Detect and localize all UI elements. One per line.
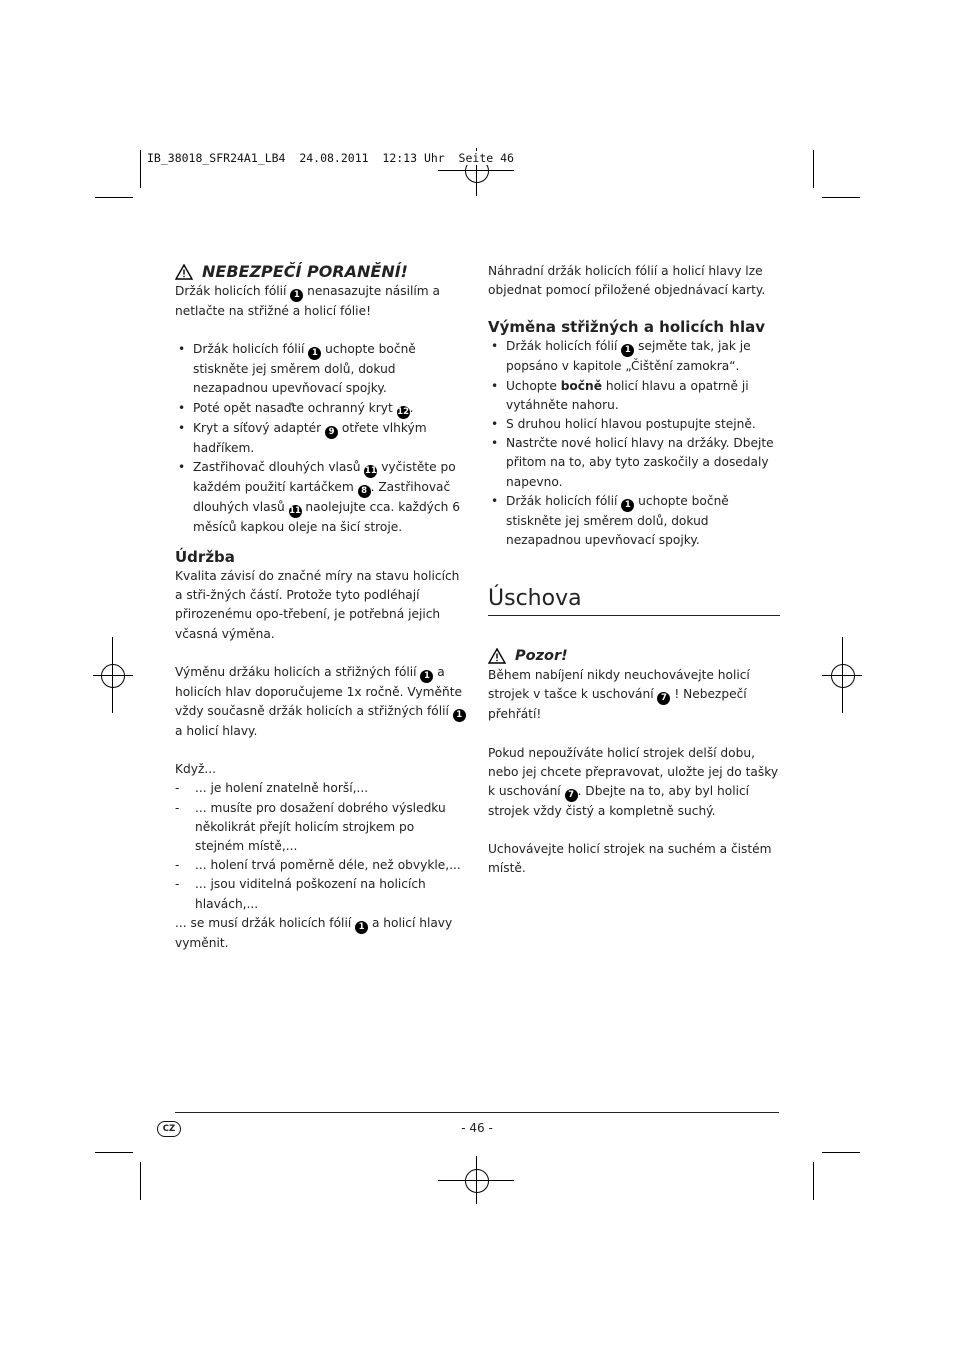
spare-parts-text: Náhradní držák holicích fólií a holicí hlavy lze objednat pomocí přiložené objednávací karty. — [488, 264, 766, 298]
crop-mark — [813, 150, 814, 188]
maintenance-paragraph: Kvalita závisí do značné míry na stavu holicích a stři-žných částí. Protože tyto podléhají přirozenému opo-třebení, je potřebná jejich včasná výměna. — [175, 569, 460, 641]
list-item: - ... musíte pro dosažení dobrého výsledku několikrát přejít holicím strojkem po stejném místě,... — [175, 800, 446, 854]
part-number-badge: 8 — [358, 485, 371, 498]
section-heading-replace-heads: Výměna střižných a holicích hlav — [488, 318, 765, 337]
list-item: - ... holení trvá poměrně déle, než obvykle,... — [175, 858, 461, 873]
warning-icon — [488, 648, 506, 664]
part-number-badge: 1 — [420, 670, 433, 683]
list-item: • Držák holicích fólií 1 uchopte bočně stiskněte jej směrem dolů, dokud nezapadnou upevňovací spojky. — [488, 492, 780, 550]
part-number-badge: 12 — [397, 406, 410, 417]
page-number: - 46 - — [461, 1121, 493, 1135]
list-item: - ... jsou viditelná poškození na holicích hlavách,... — [175, 877, 426, 911]
left-column — [175, 262, 467, 953]
conditions-list — [175, 779, 467, 913]
part-number-badge: 11 — [289, 505, 301, 516]
crop-mark — [140, 1162, 141, 1200]
crop-mark — [822, 1152, 860, 1153]
warning-icon — [175, 264, 193, 280]
print-slug: IB_38018_SFR24A1_LB4 24.08.2011 12:13 Uhr Seite 46 — [147, 151, 514, 165]
warning-text: Držák holicích fólií 1 nenasazujte násilím a netlačte na střižné a holicí fólie! — [175, 284, 440, 318]
section-heading-storage: Úschova — [488, 585, 780, 616]
part-number-badge: 7 — [657, 692, 670, 705]
list-item: • Držák holicích fólií 1 uchopte bočně stiskněte jej směrem dolů, dokud nezapadnou upevňovací spojky. — [175, 340, 467, 398]
caution-title: Pozor! — [515, 648, 568, 665]
replace-steps-list — [488, 337, 780, 550]
list-item: • S druhou holicí hlavou postupujte stejně. — [488, 415, 780, 434]
list-item: • Kryt a síťový adaptér 9 otřete vlhkým hadříkem. — [175, 419, 467, 458]
list-item: • Držák holicích fólií 1 sejměte tak, jak je popsáno v kapitole „Čištění zamokra“. — [488, 337, 780, 376]
when-label: Když... — [175, 762, 216, 777]
list-item: • Nastrčte nové holicí hlavy na držáky. Dbejte přitom na to, aby tyto zaskočily a dosedaly napevno. — [488, 434, 780, 492]
part-number-badge: 1 — [308, 347, 321, 360]
footer-divider — [175, 1112, 779, 1113]
part-number-badge: 9 — [325, 426, 338, 439]
part-number-badge: 7 — [565, 789, 578, 802]
cleaning-steps-list — [175, 340, 467, 537]
part-number-badge: 1 — [355, 921, 368, 934]
caution-text: Během nabíjení nikdy neuchovávejte holicí strojek v tašce k uschování 7 ! Nebezpečí přehřátí! — [488, 668, 750, 722]
conclusion-text: ... se musí držák holicích fólií 1 a holicí hlavy vyměnit. — [175, 915, 453, 950]
part-number-badge: 1 — [290, 289, 303, 302]
section-heading-maintenance: Údržba — [175, 548, 235, 567]
crop-mark — [95, 197, 133, 198]
right-column — [488, 262, 780, 879]
warning-title: NEBEZPEČÍ PORANĚNÍ! — [202, 262, 408, 281]
part-number-badge: 1 — [621, 344, 634, 357]
warning-heading — [175, 262, 467, 282]
storage-paragraph: Uchovávejte holicí strojek na suchém a čistém místě. — [488, 842, 772, 876]
maintenance-paragraph: Výměnu držáku holicích a střižných fólií 1 a holicích hlav doporučujeme 1x ročně. Vyměňte vždy současně držák holicích a střižných fólií 1 a holicí hlavy. — [175, 663, 467, 741]
crop-mark — [95, 1152, 133, 1153]
crop-mark — [140, 150, 141, 188]
list-item: • Poté opět nasaďte ochranný kryt 12. — [175, 399, 467, 419]
crop-mark — [822, 197, 860, 198]
list-item: - ... je holení znatelně horší,... — [175, 781, 369, 796]
caution-heading — [488, 646, 780, 666]
part-number-badge: 1 — [453, 709, 466, 722]
crop-mark — [813, 1162, 814, 1200]
list-item: • Zastřihovač dlouhých vlasů 11 vyčistěte po každém použití kartáčkem 8 . Zastřihovač dlouhých vlasů 11 naolejujte cca. každých 6 měsíců kapkou oleje na šicí stroje. — [175, 458, 467, 537]
part-number-badge: 11 — [364, 465, 377, 476]
storage-paragraph: Pokud nepoužíváte holicí strojek delší dobu, nebo jej chcete přepravovat, uložte jej do tašky k uschování 7 . Dbejte na to, aby byl holicí strojek vždy čistý a kompletně suchý. — [488, 745, 779, 819]
list-item: • Uchopte bočně holicí hlavu a opatrně ji vytáhněte nahoru. — [488, 377, 780, 415]
language-badge: CZ — [157, 1121, 181, 1137]
part-number-badge: 1 — [621, 499, 634, 512]
